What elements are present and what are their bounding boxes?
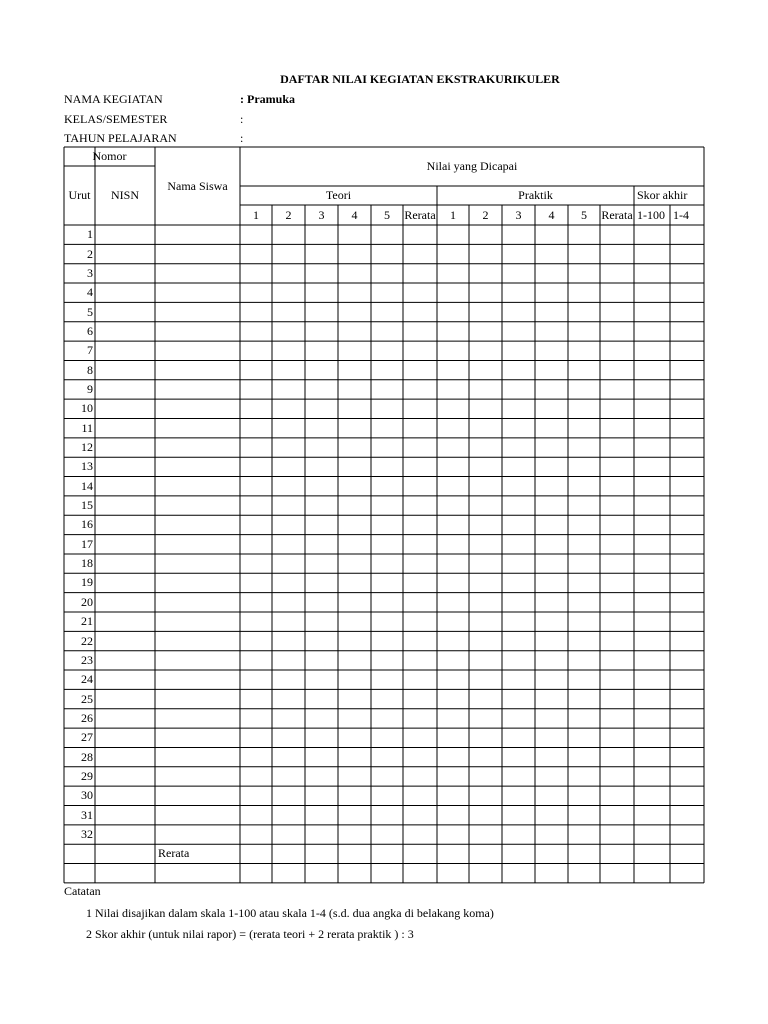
note-item: 2 Skor akhir (untuk nilai rapor) = (rerata teori + 2 rerata praktik ) : 3 xyxy=(86,927,414,941)
header-praktik-col: 5 xyxy=(581,207,587,222)
row-number: 32 xyxy=(81,827,93,842)
header-teori-col: 2 xyxy=(285,207,292,222)
row-number: 19 xyxy=(81,575,93,590)
row-number: 30 xyxy=(81,788,93,803)
row-number: 29 xyxy=(81,768,93,783)
rerata-label: Rerata xyxy=(158,846,190,861)
header-praktik: Praktik xyxy=(518,188,553,202)
meta-value: : xyxy=(240,131,244,145)
header-praktik-col: 4 xyxy=(548,207,555,222)
header-teori-col: 4 xyxy=(351,207,358,222)
header-skor-col: 1-4 xyxy=(673,207,689,222)
header-nilai-yang-dicapai: Nilai yang Dicapai xyxy=(426,159,518,173)
row-number: 28 xyxy=(81,749,93,764)
header-urut: Urut xyxy=(68,188,91,202)
header-nisn: NISN xyxy=(110,188,139,202)
row-number: 17 xyxy=(81,536,93,551)
row-number: 5 xyxy=(87,304,93,319)
row-number: 1 xyxy=(87,227,93,242)
row-number: 13 xyxy=(81,459,93,474)
header-praktik-col: 2 xyxy=(482,207,489,222)
row-number: 2 xyxy=(87,246,93,261)
row-number: 22 xyxy=(81,633,93,648)
row-number: 27 xyxy=(81,730,93,745)
header-praktik-col: 3 xyxy=(515,207,522,222)
row-number: 9 xyxy=(87,381,93,396)
row-number: 18 xyxy=(81,556,93,571)
meta-label: KELAS/SEMESTER xyxy=(64,112,168,126)
header-teori: Teori xyxy=(325,188,352,202)
header-praktik-col: 1 xyxy=(450,207,456,222)
header-teori-col: 1 xyxy=(253,207,259,222)
header-teori-col: 3 xyxy=(318,207,325,222)
row-number: 7 xyxy=(87,343,93,358)
row-number: 21 xyxy=(81,614,93,629)
row-number: 24 xyxy=(81,672,93,687)
meta-label: TAHUN PELAJARAN xyxy=(64,131,177,145)
header-teori-col: Rerata xyxy=(404,207,436,222)
row-number: 12 xyxy=(81,440,93,455)
header-nama-siswa: Nama Siswa xyxy=(167,178,228,193)
row-number: 23 xyxy=(81,652,93,667)
header-skor-col: 1-100 xyxy=(637,207,665,222)
header-teori-col: 5 xyxy=(384,207,390,222)
row-number: 16 xyxy=(81,517,93,532)
header-skor-akhir: Skor akhir xyxy=(637,188,688,202)
meta-value: : xyxy=(240,112,244,126)
row-number: 4 xyxy=(87,285,93,300)
row-number: 3 xyxy=(87,265,93,280)
meta-label: NAMA KEGIATAN xyxy=(64,92,163,106)
row-number: 10 xyxy=(81,401,93,416)
row-number: 8 xyxy=(87,362,93,377)
row-number: 15 xyxy=(81,498,93,513)
header-praktik-col: Rerata xyxy=(601,207,633,222)
row-number: 25 xyxy=(81,691,93,706)
row-number: 6 xyxy=(87,323,93,338)
header-nomor: Nomor xyxy=(92,149,127,163)
row-number: 26 xyxy=(81,710,93,725)
note-item: 1 Nilai disajikan dalam skala 1-100 atau skala 1-4 (s.d. dua angka di belakang koma) xyxy=(86,906,494,920)
meta-value: : Pramuka xyxy=(240,92,295,106)
notes-heading: Catatan xyxy=(64,884,101,898)
page-title: DAFTAR NILAI KEGIATAN EKSTRAKURIKULER xyxy=(280,72,560,86)
row-number: 14 xyxy=(81,478,93,493)
row-number: 11 xyxy=(81,420,93,435)
row-number: 31 xyxy=(81,807,93,822)
row-number: 20 xyxy=(81,594,93,609)
